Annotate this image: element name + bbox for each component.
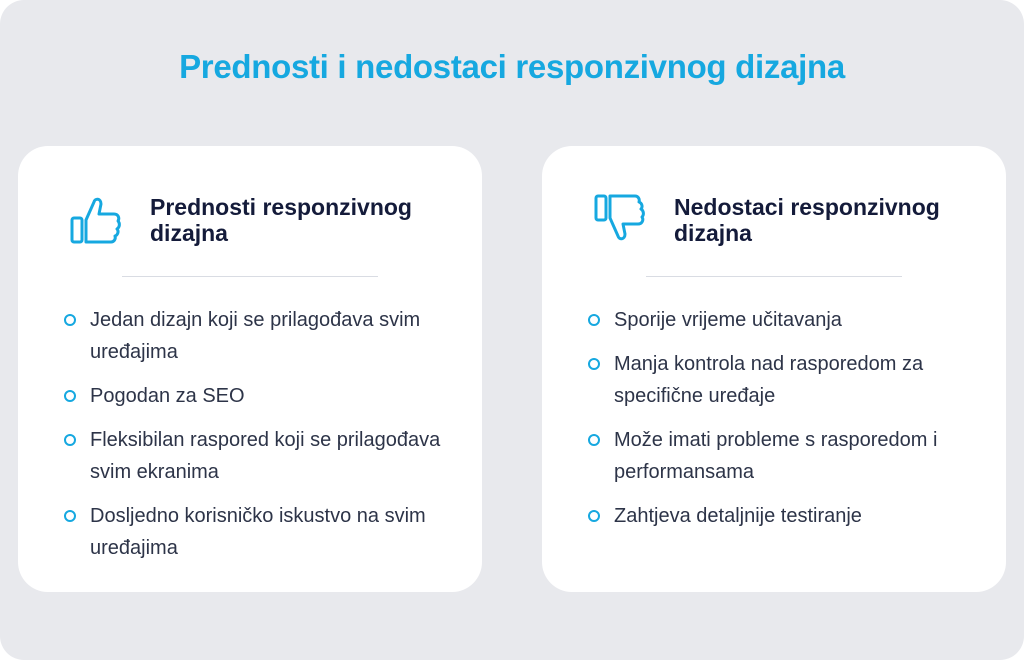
list-item-text: Može imati probleme s rasporedom i performansama [614, 429, 938, 483]
pros-divider [122, 276, 378, 277]
bullet-icon [64, 390, 76, 402]
bullet-icon [64, 314, 76, 326]
list-item-text: Manja kontrola nad rasporedom za specifične uređaje [614, 353, 924, 407]
bullet-icon [64, 510, 76, 522]
bullet-icon [588, 510, 600, 522]
list-item [62, 304, 462, 368]
list-item-text: Zahtjeva detaljnije testiranje [614, 505, 862, 527]
thumbs-up-icon [68, 192, 124, 248]
page-title: Prednosti i nedostaci responzivnog dizajna [179, 48, 845, 85]
cons-list [586, 304, 986, 544]
list-item-text: Jedan dizajn koji se prilagođava svim uređajima [90, 309, 421, 363]
list-item [62, 380, 462, 412]
bullet-icon [588, 434, 600, 446]
thumbs-down-icon [592, 192, 648, 248]
bullet-icon [64, 434, 76, 446]
list-item [62, 500, 462, 564]
list-item-text: Sporije vrijeme učitavanja [614, 309, 842, 331]
list-item [586, 348, 986, 412]
cons-divider [646, 276, 902, 277]
bullet-icon [588, 358, 600, 370]
list-item [586, 500, 986, 532]
list-item-text: Pogodan za SEO [90, 385, 245, 407]
list-item [586, 424, 986, 488]
list-item-text: Fleksibilan raspored koji se prilagođava svim ekranima [90, 429, 441, 483]
cons-card [542, 146, 1006, 592]
bullet-icon [588, 314, 600, 326]
pros-list [62, 304, 462, 576]
list-item [62, 424, 462, 488]
list-item-text: Dosljedno korisničko iskustvo na svim uređajima [90, 505, 426, 559]
pros-heading: Prednosti responzivnog dizajna [150, 194, 412, 246]
pros-card [18, 146, 482, 592]
list-item [586, 304, 986, 336]
cons-heading: Nedostaci responzivnog dizajna [674, 194, 940, 246]
